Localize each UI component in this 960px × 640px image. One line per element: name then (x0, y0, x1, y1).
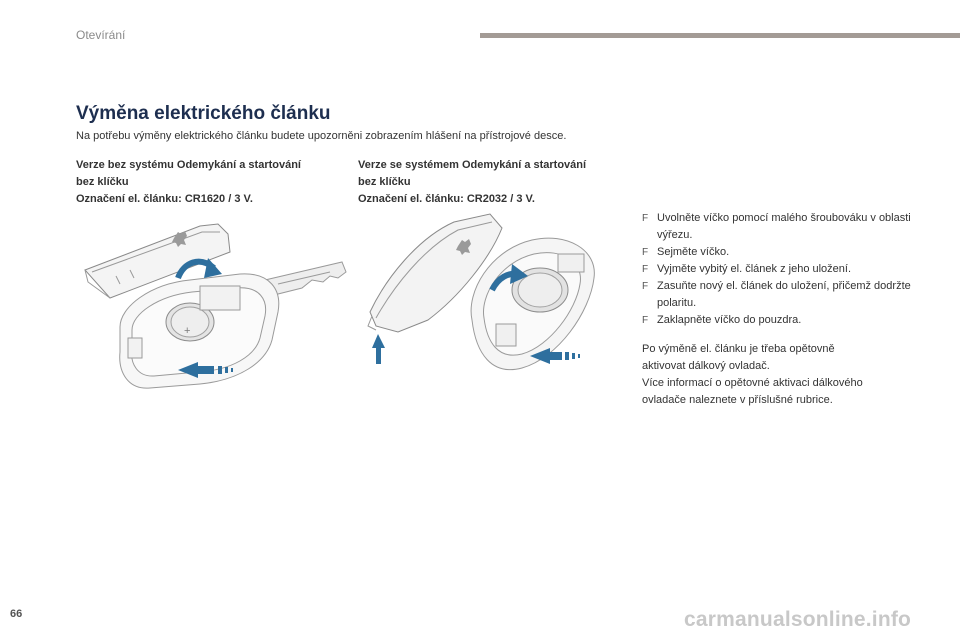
version-2-line-1: Verze se systémem Odemykání a startování (358, 159, 587, 171)
key-illustration-1 (80, 212, 350, 402)
step-item: F Sejměte víčko. (642, 244, 922, 261)
instruction-steps (642, 210, 922, 329)
version-2-line-2: bez klíčku (358, 176, 411, 188)
version-1-line-2: bez klíčku (76, 176, 129, 188)
bullet-icon: F (642, 281, 649, 292)
bullet-icon: F (642, 247, 649, 258)
page-title: Výměna elektrického článku (76, 103, 331, 124)
version-1-line-3: Označení el. článku: CR1620 / 3 V. (76, 193, 253, 205)
step-item: F Uvolněte víčko pomocí malého šroubováku v oblasti výřezu. (642, 212, 911, 241)
step-item: F Zasuňte nový el. článek do uložení, přičemž dodržte polaritu. (642, 280, 911, 309)
battery-plus-symbol-1: + (184, 325, 191, 337)
step-item: F Vyjměte vybitý el. článek z jeho uložení. (642, 261, 922, 278)
version-heading-2 (358, 157, 586, 208)
page-number: 66 (10, 608, 23, 620)
section-label: Otevírání (76, 28, 126, 42)
version-2-line-3: Označení el. článku: CR2032 / 3 V. (358, 193, 535, 205)
version-1-line-1: Verze bez systému Odemykání a startování (76, 159, 301, 171)
bullet-icon: F (642, 213, 649, 224)
header-bar (480, 33, 960, 38)
watermark: carmanualsonline.info (684, 608, 912, 631)
reactivation-note: Po výměně el. článku je třeba opětovně aktivovat dálkový ovladač. Více informací o opětovné aktivaci dálkového ovladače naleznete v příslušné rubrice. (642, 343, 863, 406)
bullet-icon: F (642, 264, 649, 275)
intro-text: Na potřebu výměny elektrického článku budete upozorněni zobrazením hlášení na přístrojové desce. (76, 130, 567, 142)
key-illustration-2 (362, 208, 602, 378)
bullet-icon: F (642, 315, 649, 326)
version-heading-1 (76, 157, 301, 208)
step-item: F Zaklapněte víčko do pouzdra. (642, 312, 922, 329)
